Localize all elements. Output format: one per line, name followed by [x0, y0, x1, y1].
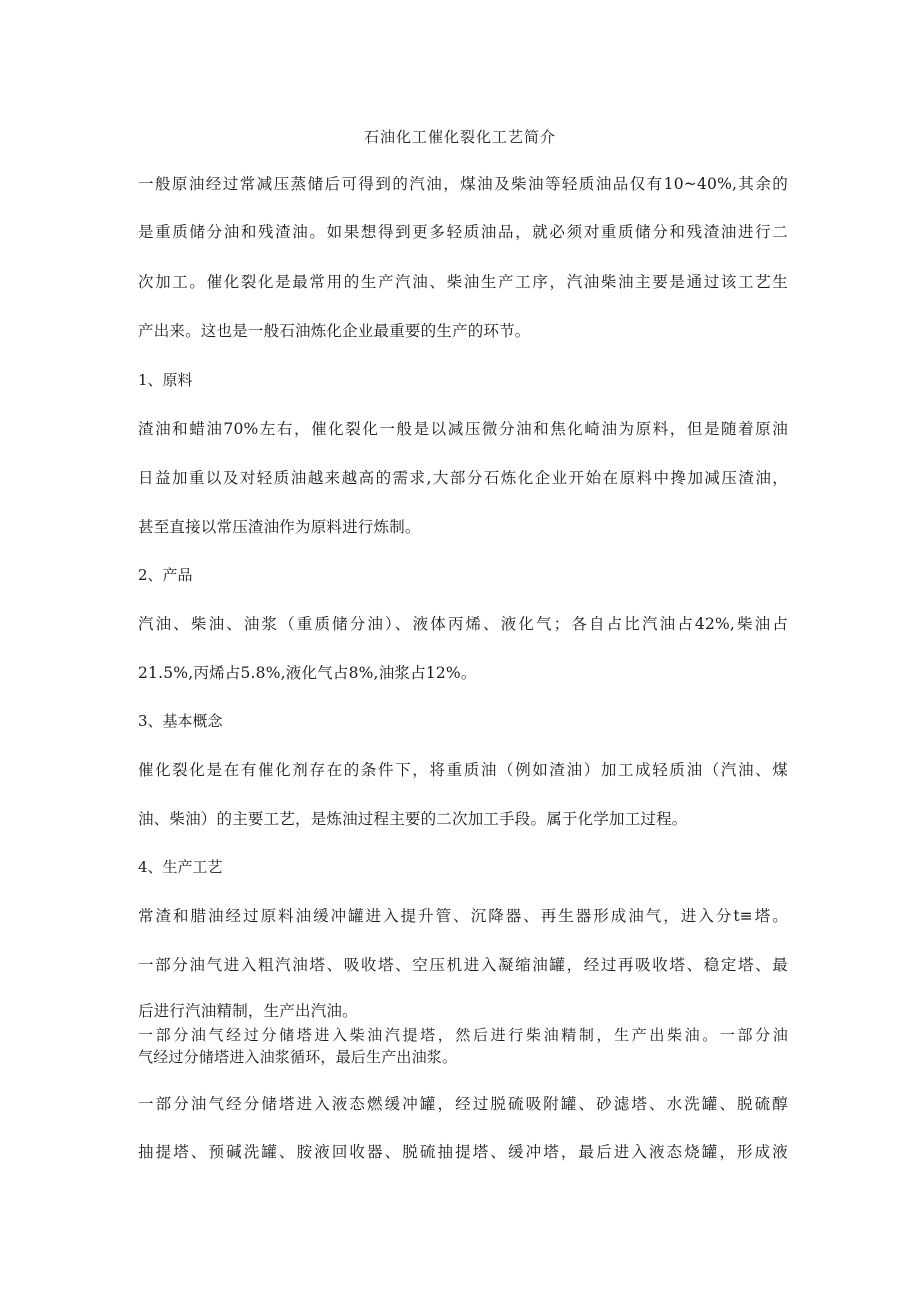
intro-line-4: 产出来。这也是一般石油炼化企业最重要的生产的环节。: [138, 322, 531, 340]
section4-line-5: 气经过分储塔进入油浆循环，最后生产出油浆。: [138, 1048, 458, 1066]
section1-heading: 1、原料: [138, 371, 193, 389]
section2-line-1: 汽油、柴油、油浆（重质储分油）、液体丙烯、液化气；各自占比汽油占42%,柴油占: [138, 615, 788, 633]
section3-heading: 3、基本概念: [138, 712, 223, 730]
intro-line-3: 次加工。催化裂化是最常用的生产汽油、柴油生产工序，汽油柴油主要是通过该工艺生: [138, 273, 788, 291]
section1-line-2: 日益加重以及对轻质油越来越高的需求,大部分石炼化企业开始在原料中搀加减压渣油，: [138, 469, 788, 487]
intro-line-1: 一般原油经过常减压蒸储后可得到的汽油，煤油及柴油等轻质油品仅有10~40%,其余的: [138, 175, 788, 193]
section4-line-7: 抽提塔、预碱洗罐、胺液回收器、脱硫抽提塔、缓冲塔，最后进入液态烧罐，形成液: [138, 1143, 788, 1161]
section3-line-2: 油、柴油）的主要工艺，是炼油过程主要的二次加工手段。属于化学加工过程。: [138, 810, 688, 828]
document-title: 石油化工催化裂化工艺简介: [363, 128, 556, 146]
section4-line-6: 一部分油气经分储塔进入液态燃缓冲罐，经过脱硫吸附罐、砂滤塔、水洗罐、脱硫醇: [138, 1095, 788, 1113]
section4-line-3: 后进行汽油精制，生产出汽油。: [138, 1002, 358, 1020]
section4-line-4: 一部分油气经过分储塔进入柴油汽提塔，然后进行柴油精制，生产出柴油。一部分油: [138, 1026, 788, 1044]
section4-line-2: 一部分油气进入粗汽油塔、吸收塔、空压机进入凝缩油罐，经过再吸收塔、稳定塔、最: [138, 956, 788, 974]
section2-heading: 2、产品: [138, 566, 193, 584]
section2-line-2: 21.5%,丙烯占5.8%,液化气占8%,油浆占12%。: [138, 664, 477, 682]
section4-heading: 4、生产工艺: [138, 858, 223, 876]
section3-line-1: 催化裂化是在有催化剂存在的条件下，将重质油（例如渣油）加工成轻质油（汽油、煤: [138, 761, 788, 779]
intro-line-2: 是重质储分油和残渣油。如果想得到更多轻质油品，就必须对重质储分和残渣油进行二: [138, 223, 788, 241]
section4-line-1: 常渣和腊油经过原料油缓冲罐进入提升管、沉降器、再生器形成油气，进入分t≡塔。: [138, 907, 788, 925]
section1-line-1: 渣油和蜡油70%左右，催化裂化一般是以减压微分油和焦化崎油为原料，但是随着原油: [138, 420, 788, 438]
section1-line-3: 甚至直接以常压渣油作为原料进行炼制。: [138, 518, 421, 536]
